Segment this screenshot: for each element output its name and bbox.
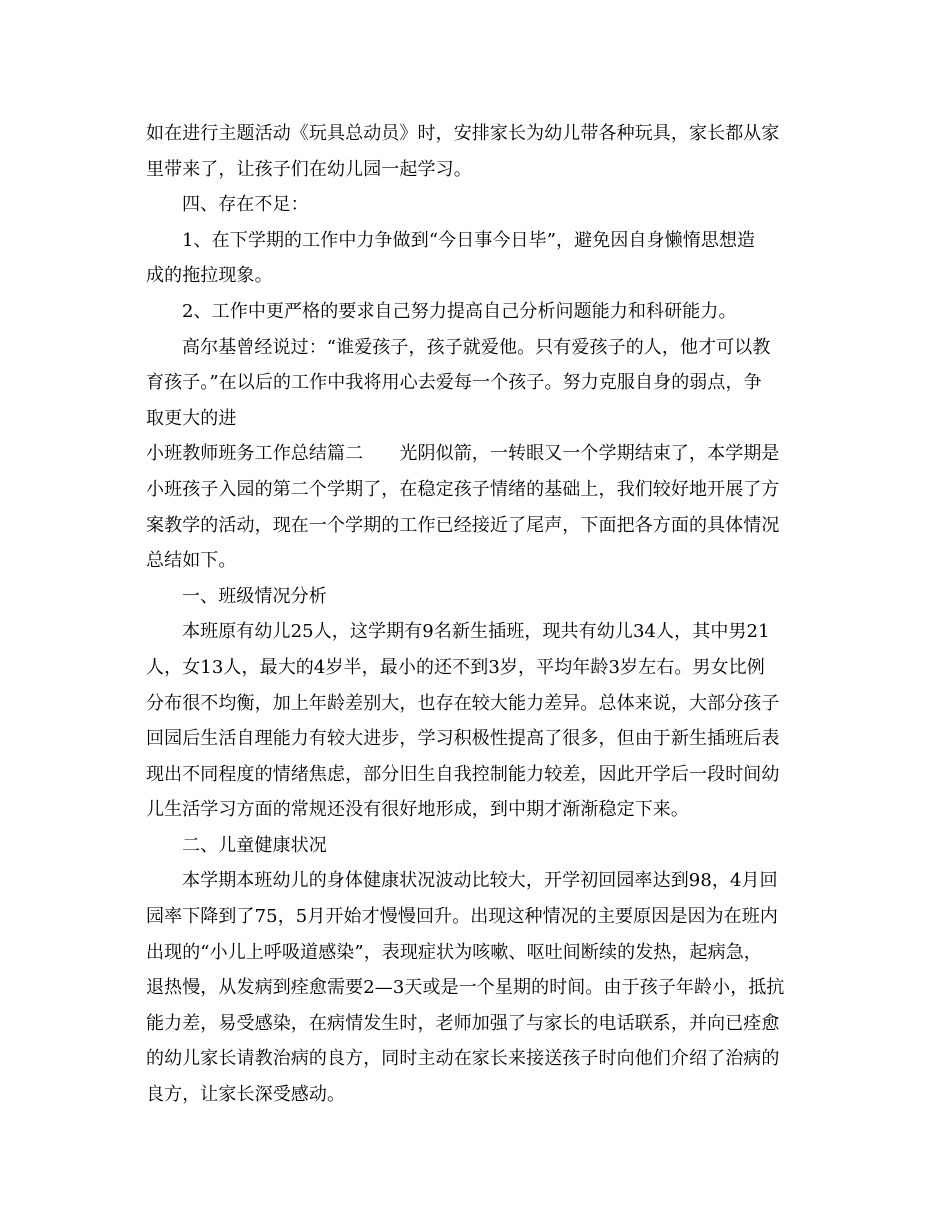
text-line: 本班原有幼儿25人，这学期有9名新生插班，现共有幼儿34人，其中男21 xyxy=(182,621,770,643)
text-line: 取更大的进 xyxy=(146,407,237,429)
text-line: 本学期本班幼儿的身体健康状况波动比较大，开学初回园率达到98，4月回 xyxy=(182,870,778,892)
text-line: 儿生活学习方面的常规还没有很好地形成，到中期才渐渐稳定下来。 xyxy=(146,799,689,821)
text-line: 高尔基曾经说过：“谁爱孩子，孩子就爱他。只有爱孩子的人，他才可以教 xyxy=(182,336,771,358)
text-line: 小班教师班务工作总结篇二 光阴似箭，一转眼又一个学期结束了，本学期是 xyxy=(146,443,780,465)
text-line: 小班孩子入园的第二个学期了，在稳定孩子情绪的基础上，我们较好地开展了方 xyxy=(146,478,780,500)
text-line: 育孩子。”在以后的工作中我将用心去爱每一个孩子。努力克服自身的弱点，争 xyxy=(146,372,762,394)
text-line: 园率下降到了75，5月开始才慢慢回升。出现这种情况的主要原因是因为在班内 xyxy=(146,906,778,928)
text-line: 如在进行主题活动《玩具总动员》时，安排家长为幼儿带各种玩具，家长都从家 xyxy=(146,123,780,144)
document-body xyxy=(146,116,806,1113)
text-line: 的幼儿家长请教治病的良方，同时主动在家长来接送孩子时向他们介绍了治病的 xyxy=(146,1048,780,1070)
text-line: 现出不同程度的情绪焦虑，部分旧生自我控制能力较差，因此开学后一段时间幼 xyxy=(146,763,780,785)
text-line: 2、工作中更严格的要求自己努力提高自己分析问题能力和科研能力。 xyxy=(182,300,737,322)
text-line: 四、存在不足： xyxy=(182,194,309,216)
text-line: 人，女13人，最大的4岁半，最小的还不到3岁，平均年龄3岁左右。男女比例 xyxy=(146,656,765,678)
text-line: 总结如下。 xyxy=(146,550,237,572)
text-line: 一、班级情况分析 xyxy=(182,585,327,607)
text-line: 退热慢，从发病到痊愈需要2—3天或是一个星期的时间。由于孩子年龄小，抵抗 xyxy=(146,977,785,999)
text-line: 回园后生活自理能力有较大进步，学习积极性提高了很多，但由于新生插班后表 xyxy=(146,728,780,750)
text-line: 能力差，易受感染，在病情发生时，老师加强了与家长的电话联系，并向已痊愈 xyxy=(146,1012,780,1034)
text-line: 分布很不均衡，加上年龄差别大，也存在较大能力差异。总体来说，大部分孩子 xyxy=(146,692,780,714)
text-line: 良方，让家长深受感动。 xyxy=(146,1084,346,1106)
text-line: 里带来了，让孩子们在幼儿园一起学习。 xyxy=(146,158,472,180)
text-line: 出现的“小儿上呼吸道感染”，表现症状为咳嗽、呕吐间断续的发热，起病急， xyxy=(146,941,762,963)
text-line: 案教学的活动，现在一个学期的工作已经接近了尾声，下面把各方面的具体情况 xyxy=(146,514,780,536)
text-line: 1、在下学期的工作中力争做到“今日事今日毕”，避免因自身懒惰思想造 xyxy=(182,229,756,251)
text-line: 二、儿童健康状况 xyxy=(182,834,327,856)
text-line: 成的拖拉现象。 xyxy=(146,265,273,287)
